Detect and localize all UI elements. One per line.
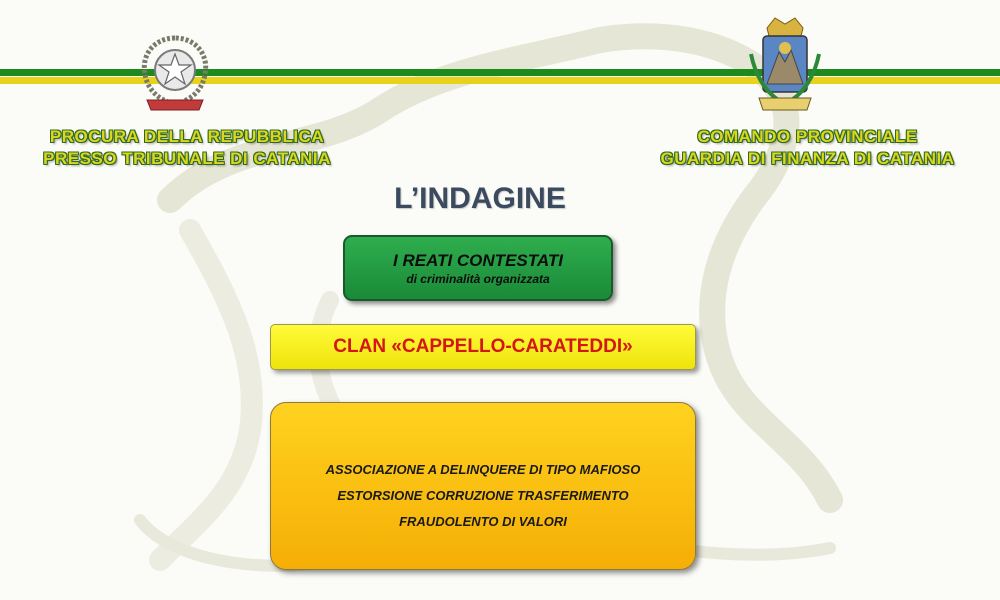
page-title: L’INDAGINE (394, 182, 566, 215)
left-organization-line1: PROCURA DELLA REPUBBLICA (49, 127, 325, 146)
crimes-box-subtitle: di criminalità organizzata (406, 272, 550, 286)
right-organization-title (630, 126, 985, 170)
italian-republic-emblem-icon (133, 30, 217, 114)
clan-box (270, 324, 696, 370)
charges-box (270, 402, 696, 570)
charges-line: ASSOCIAZIONE A DELINQUERE DI TIPO MAFIOSO (325, 462, 641, 477)
charges-line: ESTORSIONE CORRUZIONE TRASFERIMENTO (337, 488, 629, 503)
clan-box-label: CLAN «CAPPELLO-CARATEDDI» (333, 336, 633, 357)
right-organization-line1: COMANDO PROVINCIALE (697, 127, 918, 146)
guardia-di-finanza-crest-icon (745, 14, 825, 118)
left-organization-title (12, 126, 362, 170)
left-organization-line2: PRESSO TRIBUNALE DI CATANIA (43, 149, 331, 168)
crimes-box (343, 235, 613, 301)
charges-line: FRAUDOLENTO DI VALORI (399, 514, 567, 529)
right-organization-line2: GUARDIA DI FINANZA DI CATANIA (660, 149, 955, 168)
crimes-box-title: I REATI CONTESTATI (393, 251, 563, 270)
